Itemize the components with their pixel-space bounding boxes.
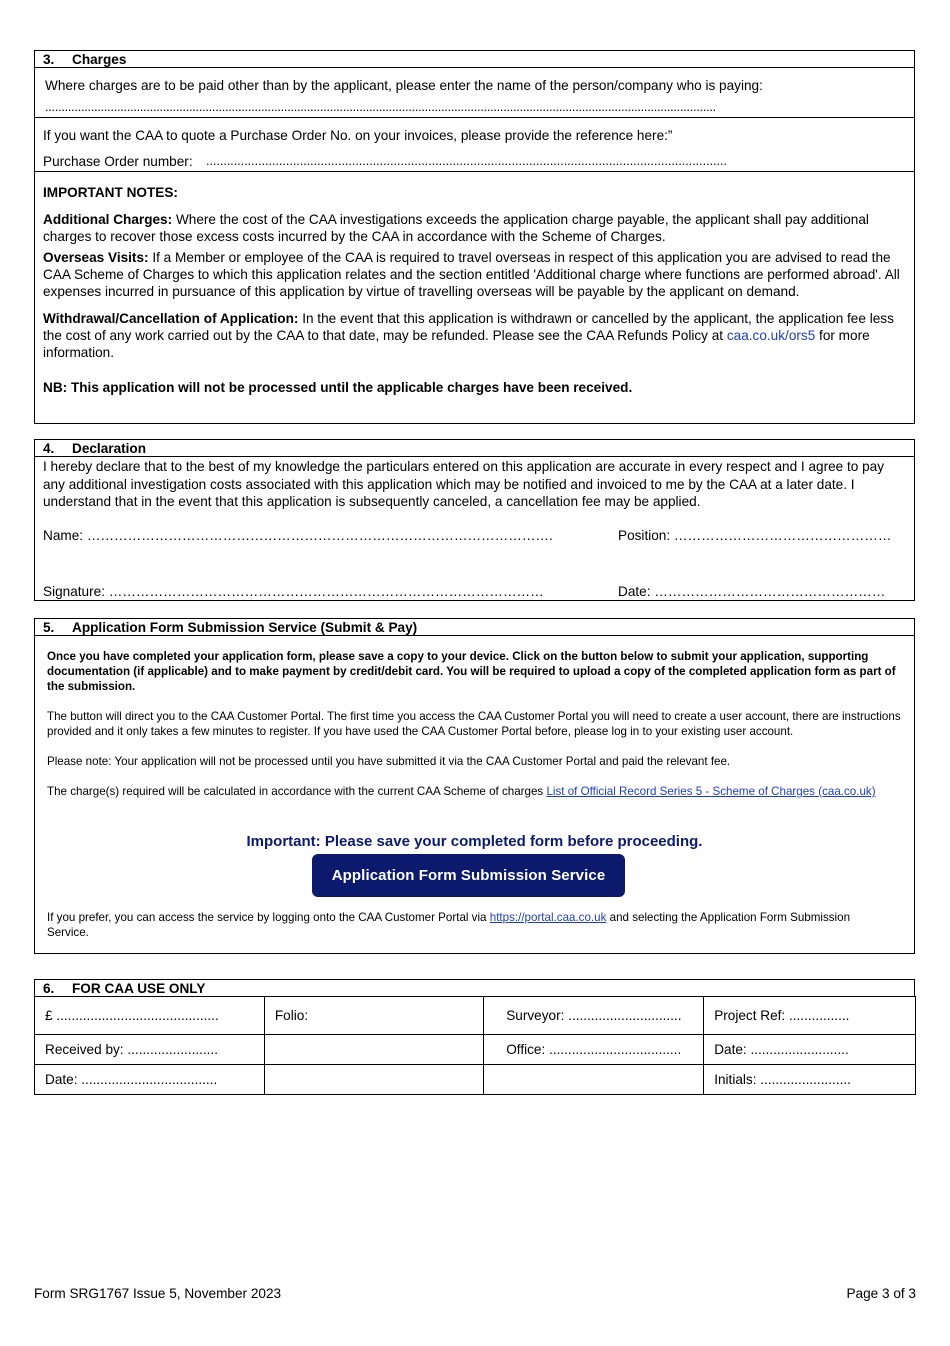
section-submission-service xyxy=(34,618,915,954)
section-title: Declaration xyxy=(72,441,147,456)
date-field[interactable]: Date: …………………………………………… xyxy=(618,584,886,599)
section-number: 5. xyxy=(43,620,55,635)
po-label: Purchase Order number: xyxy=(43,154,193,169)
section-number: 6. xyxy=(43,981,55,996)
scheme-of-charges-link[interactable]: List of Official Record Series 5 - Scheme of Charges (caa.co.uk) xyxy=(546,785,876,798)
submission-service-button[interactable]: Application Form Submission Service xyxy=(312,854,625,897)
save-reminder: Important: Please save your completed form before proceeding. xyxy=(246,833,703,850)
payer-row xyxy=(35,68,914,118)
notes-heading: IMPORTANT NOTES: xyxy=(43,185,178,200)
additional-charges-note: Additional Charges: Where the cost of the CAA investigations exceeds the application charge payable, the applicant shall pay additional charges to recover those excess costs incurred by the CAA in accordance with the Scheme of Charges. xyxy=(43,212,869,244)
caa-date-field[interactable]: Date: .......................... xyxy=(704,1035,916,1065)
form-identifier: Form SRG1767 Issue 5, November 2023 xyxy=(34,1286,282,1301)
amount-field[interactable]: £ ........................................... xyxy=(35,997,265,1035)
nb-note: NB: This application will not be processed until the applicable charges have been received. xyxy=(43,380,633,395)
important-notes xyxy=(35,172,914,396)
section-title: Charges xyxy=(72,52,127,67)
section-charges xyxy=(34,50,915,424)
payer-field[interactable]: ............................................................................................................................................................................................................. xyxy=(45,100,716,114)
section-caa-use xyxy=(34,979,915,997)
position-field[interactable]: Position: ………………………………………… xyxy=(618,528,892,543)
section-declaration xyxy=(34,439,915,601)
section-title: Application Form Submission Service (Submit & Pay) xyxy=(72,620,418,635)
portal-alternative: If you prefer, you can access the service by logging onto the CAA Customer Portal via https://portal.caa.co.uk and selecting the Application Form Submission xyxy=(47,911,851,924)
portal-alternative-tail: Service. xyxy=(47,926,89,939)
po-prompt: If you want the CAA to quote a Purchase Order No. on your invoices, please provide the reference here:” xyxy=(43,128,673,143)
processing-note: Please note: Your application will not be processed until you have submitted it via the CAA Customer Portal and paid the relevant fee. xyxy=(47,755,731,768)
empty-cell xyxy=(264,1065,483,1095)
page-number: Page 3 of 3 xyxy=(846,1286,916,1301)
portal-link[interactable]: https://portal.caa.co.uk xyxy=(489,911,607,924)
po-field[interactable]: ...................................................................................................................................................... xyxy=(206,154,727,168)
folio-field[interactable]: Folio: xyxy=(264,997,483,1035)
declaration-text: I hereby declare that to the best of my knowledge the particulars entered on this application are accurate in every respect and I agree to pay any additional investigation costs associated with this application which may be notified and invoiced to me by the CAA at a later date. I understand that in the event that this application is subsequently canceled, a cancellation fee may be applied. xyxy=(43,459,885,509)
section-number: 3. xyxy=(43,52,55,67)
table-row xyxy=(35,1035,916,1065)
section-number: 4. xyxy=(43,441,55,456)
portal-info: The button will direct you to the CAA Customer Portal. The first time you access the CAA Customer Portal you will need to create a user account, there are instructions provided and it only takes a few minutes to register. If you have used the CAA Customer Portal before, please log in to your existing user account. xyxy=(47,710,901,738)
charges-info: The charge(s) required will be calculated in accordance with the current CAA Scheme of charges List of Official Record Series 5 - Scheme of Charges (caa.co.uk) xyxy=(47,785,876,798)
signature-field[interactable]: Signature: …………………………………………………………………………………… xyxy=(43,584,544,599)
refunds-policy-link[interactable]: caa.co.uk/ors5 xyxy=(726,328,816,343)
section-header xyxy=(35,980,914,997)
section-title: FOR CAA USE ONLY xyxy=(72,981,206,996)
section-header xyxy=(35,51,914,68)
section-header xyxy=(35,440,914,457)
table-row xyxy=(35,997,916,1035)
submission-intro: Once you have completed your application form, please save a copy to your device. Click on the button below to submit your application, supporting documentation (if applicable) and to make payment by credit/debit card. You will be required to upload a copy of the completed application form as part of the submission. xyxy=(47,650,896,693)
withdrawal-note: Withdrawal/Cancellation of Application: In the event that this application is withdrawn or cancelled by the applicant, the application fee less the cost of any work carried out by the CAA to that date, may be refunded. Please see the CAA Refunds Policy at caa.co.uk/ors5 for more information. xyxy=(43,311,894,360)
surveyor-field[interactable]: Surveyor: .............................. xyxy=(484,997,704,1035)
section-header xyxy=(35,619,914,636)
table-row xyxy=(35,1065,916,1095)
received-date-field[interactable]: Date: .................................... xyxy=(35,1065,265,1095)
overseas-visits-note: Overseas Visits: If a Member or employee of the CAA is required to travel overseas in respect of this application you are advised to read the CAA Scheme of Charges to which this application relates and the section entitled 'Additional charge where functions are performed abroad'. All expenses incurred in pursuance of this application by virtue of travelling overseas will be payable by the applicant on demand. xyxy=(43,250,900,299)
project-ref-field[interactable]: Project Ref: ................ xyxy=(704,997,916,1035)
caa-use-table xyxy=(34,996,916,1095)
po-row xyxy=(35,118,914,172)
empty-cell xyxy=(264,1035,483,1065)
empty-cell xyxy=(484,1065,704,1095)
office-field[interactable]: Office: ................................... xyxy=(484,1035,704,1065)
initials-field[interactable]: Initials: ........................ xyxy=(704,1065,916,1095)
payer-prompt: Where charges are to be paid other than by the applicant, please enter the name of the person/company who is paying: xyxy=(45,78,763,93)
name-field[interactable]: Name: …………………………………………………………………………………………. xyxy=(43,528,553,543)
received-by-field[interactable]: Received by: ........................ xyxy=(35,1035,265,1065)
submission-body xyxy=(35,636,914,799)
